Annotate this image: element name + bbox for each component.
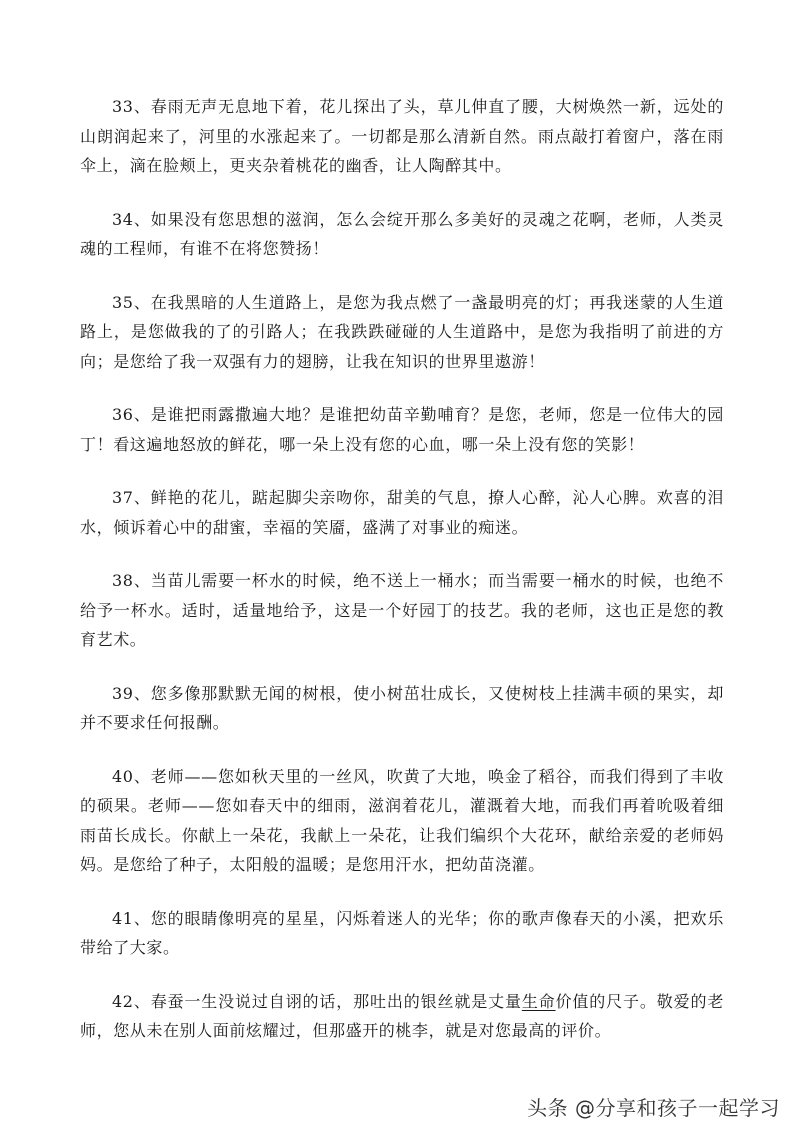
paragraph-40: 40、老师——您如秋天里的一丝风，吹黄了大地，唤金了稻谷，而我们得到了丰收的硕果。老师——您如春天中的细雨，滋润着花儿，灌溉着大地，而我们再着吮吸着细雨苗长成长。你献上一朵花，我献上一朵花，让我们编织个大花环，献给亲爱的老师妈妈。是您给了种子，太阳般的温暖；是您用汗水，把幼苗浇灌。 — [80, 766, 724, 874]
paragraph-39: 39、您多像那默默无闻的树根，使小树茁壮成长，又使树枝上挂满丰硕的果实，却并不要求任何报酬。 — [80, 683, 724, 732]
paragraph-35: 35、在我黑暗的人生道路上，是您为我点燃了一盏最明亮的灯；再我迷蒙的人生道路上，是您做我的了的引路人；在我跌跌碰碰的人生道路中，是您为我指明了前进的方向；是您给了我一双强有力的翅膀，让我在知识的世界里遨游！ — [80, 292, 724, 371]
underlined-word: 生命 — [521, 991, 556, 1011]
paragraph-42 — [80, 987, 724, 1046]
paragraph-33: 33、春雨无声无息地下着，花儿探出了头，草儿伸直了腰，大树焕然一新，远处的山朗润起来了，河里的水涨起来了。一切都是那么清新自然。雨点敲打着窗户，落在雨伞上，滴在脸颊上，更夹杂着桃花的幽香，让人陶醉其中。 — [80, 97, 724, 175]
watermark: 头条 @分享和孩子一起学习 — [527, 1096, 780, 1120]
document-body — [80, 92, 724, 1070]
paragraph-37: 37、鲜艳的花儿，踮起脚尖亲吻你，甜美的气息，撩人心醉，沁人心脾。欢喜的泪水，倾诉着心中的甜蜜，幸福的笑靥，盛满了对事业的痴迷。 — [80, 488, 724, 537]
paragraph-34: 34、如果没有您思想的滋润，怎么会绽开那么多美好的灵魂之花啊，老师，人类灵魂的工程师，有谁不在将您赞扬！ — [80, 209, 724, 258]
paragraph-36: 36、是谁把雨露撒遍大地？是谁把幼苗辛勤哺育？是您，老师，您是一位伟大的园丁！看这遍地怒放的鲜花，哪一朵上没有您的心血，哪一朵上没有您的笑影！ — [80, 405, 724, 454]
paragraph-41: 41、您的眼睛像明亮的星星，闪烁着迷人的光华；你的歌声像春天的小溪，把欢乐带给了大家。 — [80, 908, 724, 957]
paragraph-38: 38、当苗儿需要一杯水的时候，绝不送上一桶水；而当需要一桶水的时候，也绝不给予一杯水。适时，适量地给予，这是一个好园丁的技艺。我的老师，这也正是您的教育艺术。 — [80, 571, 724, 649]
paragraph-42-start: 42、春蚕一生没说过自诩的话，那吐出的银丝就是丈量 — [112, 991, 522, 1011]
paragraph-42-end: 价值的尺子。敬爱的老师，您从未在别人面前炫耀过，但那盛开的桃李，就是对您最高的评价。 — [80, 991, 724, 1040]
